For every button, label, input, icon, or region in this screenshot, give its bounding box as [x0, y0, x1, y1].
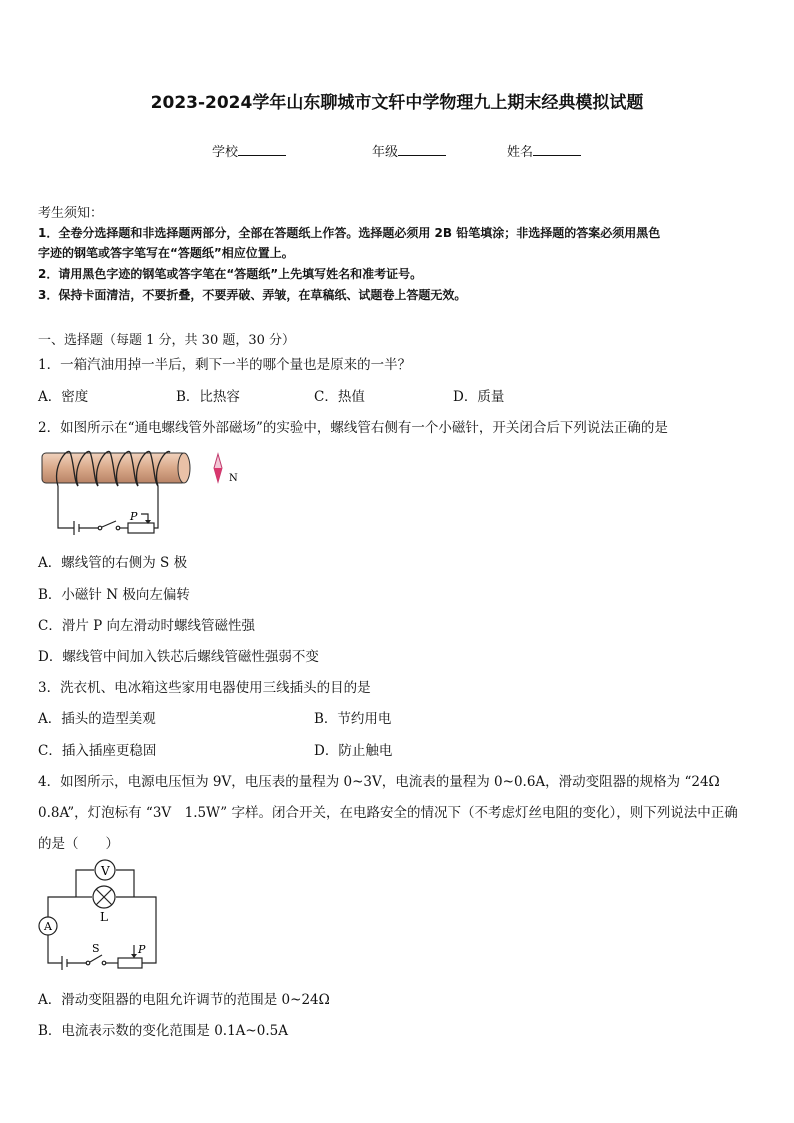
q3-option-c: C．插入插座更稳固	[38, 743, 157, 759]
section-heading: 一、选择题（每题 1 分，共 30 题，30 分）	[38, 333, 296, 348]
q3-option-d: D．防止触电	[314, 743, 393, 759]
grade-field	[372, 141, 446, 160]
notice-line-1b: 字迹的钢笔或答字笔写在“答题纸”相应位置上。	[38, 246, 294, 260]
circuit-wires	[58, 486, 158, 535]
notice-heading: 考生须知：	[38, 206, 104, 221]
q1-stem: 1．一箱汽油用掉一半后，剩下一半的哪个量也是原来的一半？	[38, 357, 412, 373]
grade-blank	[398, 143, 446, 156]
q1-option-b: B．比热容	[176, 389, 240, 405]
q4-stem-line-3: 的是（ ）	[38, 836, 119, 852]
q2-option-a: A．螺线管的右侧为 S 极	[38, 555, 188, 571]
compass-label-n: N	[229, 473, 238, 484]
q3-option-a: A．插头的造型美观	[38, 711, 156, 727]
school-blank	[238, 143, 286, 156]
school-field	[212, 141, 286, 160]
q4-stem-line-2: 0.8A”，灯泡标有 “3V 1.5W” 字样。闭合开关，在电路安全的情况下（不考虑灯丝电阻的变化），则下列说法中正确	[38, 805, 738, 821]
q4-stem-line-1: 4．如图所示，电源电压恒为 9V，电压表的量程为 0~3V，电流表的量程为 0~0.6A，滑动变阻器的规格为 “24Ω	[38, 774, 720, 790]
q4-option-a: A．滑动变阻器的电阻允许调节的范围是 0~24Ω	[38, 992, 330, 1008]
switch-label: S	[92, 942, 100, 955]
q2-option-b: B．小磁针 N 极向左偏转	[38, 587, 190, 603]
q2-option-d: D．螺线管中间加入铁芯后螺线管磁性强弱不变	[38, 649, 319, 665]
voltmeter-label: V	[101, 864, 110, 878]
q2-stem: 2．如图所示在“通电螺线管外部磁场”的实验中，螺线管右侧有一个小磁针，开关闭合后下列说法正确的是	[38, 420, 668, 436]
slider-label-p: P	[130, 510, 138, 523]
q4-circuit-figure	[36, 855, 166, 973]
q1-option-a: A．密度	[38, 389, 89, 405]
q2-option-c: C．滑片 P 向左滑动时螺线管磁性强	[38, 618, 255, 634]
q1-option-d: D．质量	[453, 389, 505, 405]
name-label: 姓名	[507, 145, 534, 160]
q3-option-b: B．节约用电	[314, 711, 392, 727]
lamp-label: L	[100, 910, 108, 924]
notice-line-2: 2．请用黑色字迹的钢笔或答字笔在“答题纸”上先填写姓名和准考证号。	[38, 267, 423, 281]
q3-stem: 3．洗衣机、电冰箱这些家用电器使用三线插头的目的是	[38, 680, 371, 696]
notice-line-1a: 1．全卷分选择题和非选择题两部分，全部在答题纸上作答。选择题必须用 2B 铅笔填涂；非选择题的答案必须用黑色	[38, 226, 661, 240]
q4-option-b: B．电流表示数的变化范围是 0.1A~0.5A	[38, 1023, 288, 1039]
q1-option-c: C．热值	[314, 389, 365, 405]
grade-label: 年级	[372, 145, 399, 160]
name-field	[507, 141, 581, 160]
name-blank	[533, 143, 581, 156]
compass-needle-figure	[210, 452, 250, 488]
notice-line-3: 3．保持卡面清洁，不要折叠，不要弄破、弄皱，在草稿纸、试题卷上答题无效。	[38, 288, 467, 302]
school-label: 学校	[212, 145, 239, 160]
slider-label: P	[138, 943, 146, 956]
ammeter-label: A	[44, 920, 52, 933]
page-title: 2023-2024学年山东聊城市文轩中学物理九上期末经典模拟试题	[150, 93, 644, 113]
